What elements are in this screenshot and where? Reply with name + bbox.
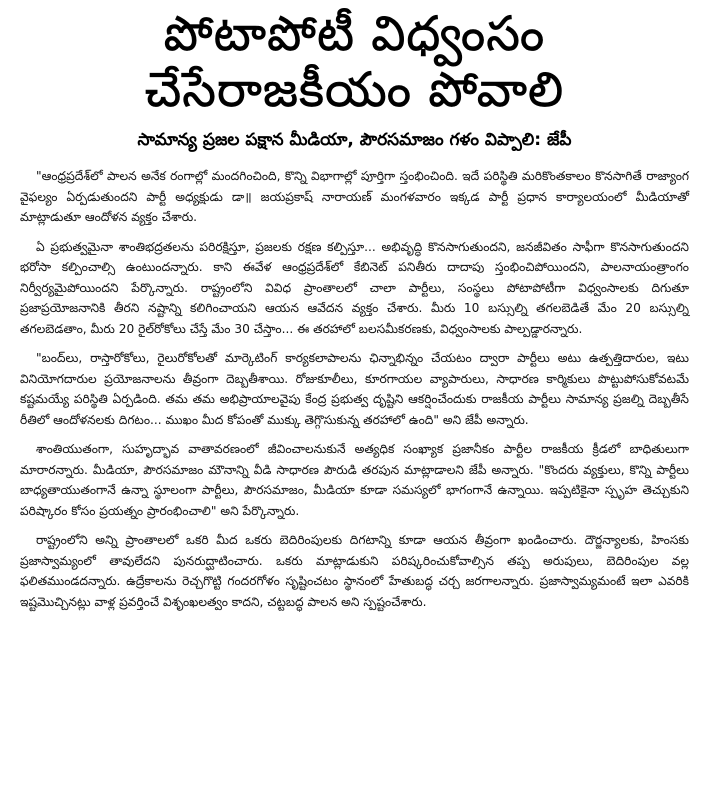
article-body: [20, 166, 689, 612]
headline-line-1: పోటాపోటీ విధ్వంసం: [163, 6, 546, 62]
headline-line-2: చేసేరాజకీయం పోవాలి: [144, 62, 565, 118]
article-paragraph-5: రాష్ట్రంలోని అన్ని ప్రాంతాలలో ఒకరి మీద ఒకరు బెదిరింపులకు దిగటాన్ని కూడా ఆయన తీవ్రంగా ఖండించారు. దౌర్జన్యాలకు, హింసకు ప్రజాస్వామ్యంలో తావులేదని పునరుద్ఘాటించారు. ఒకరు మాట్లాడుకుని పరిష్కరించుకోవాల్సిన తప్ప అరుపులు, బెదిరింపుల వల్ల ఫలితముండదన్నారు. ఉద్రేకాలను రెచ్చగొట్టి గందరగోళం సృష్టించటం స్థానంలో హేతుబద్ధ చర్చ జరగాలన్నారు. ప్రజాస్వామ్యమంటే ఇలా ఎవరికి ఇష్టమొచ్చినట్లు వాళ్ల ప్రవర్తించే విశృంఖలత్వం కాదని, చట్టబద్ధ పాలన అని స్పష్టంచేశారు.: [20, 533, 689, 609]
article-paragraph-4: శాంతియుతంగా, సుహృద్భావ వాతావరణంలో జీవించాలనుకునే అత్యధిక సంఖ్యాక ప్రజానీకం పార్టీల రాజకీయ క్రీడలో బాధితులుగా మారారన్నారు. మీడియా, పౌరసమాజం మౌనాన్ని వీడి సాధారణ పౌరుడి తరపున మాట్లాడాలని జేపీ అన్నారు. "కొందరు వ్యక్తులు, కొన్ని పార్టీలు బాధ్యతాయుతంగానే ఉన్నా స్థూలంగా పార్టీలు, పౌరసమాజం, మీడియా కూడా సమస్యలో భాగంగానే ఉన్నాయి. ఇప్పటికైనా స్పృహ తెచ్చుకుని పరిష్కారం కోసం ప్రయత్నం ప్రారంభించాలి" అని పేర్కొన్నారు.: [20, 442, 689, 518]
subheadline: సామాన్య ప్రజల పక్షాన మీడియా, పౌరసమాజం గళం విప్పాలి: జేపీ: [137, 130, 572, 150]
article-paragraph-3: "బంద్‌లు, రాస్తారోకోలు, రైలురోకోలతో మార్కెటింగ్ కార్యకలాపాలను ఛిన్నాభిన్నం చేయటం ద్వారా పార్టీలు అటు ఉత్పత్తిదారుల, ఇటు వినియోగదారుల ప్రయోజనాలను తీవ్రంగా దెబ్బతీశాయి. రోజుకూలీలు, కూరగాయల వ్యాపారులు, సాధారణ కార్మికులు పొట్టుపోసుకోవటమే కష్టమయ్యే పరిస్థితి ఏర్పడింది. తమ తమ అభిప్రాయాలవైపు కేంద్ర ప్రభుత్వ దృష్టిని ఆకర్షించేందుకు రాజకీయ పార్టీలు సామాన్య ప్రజల్ని దెబ్బతీసే రీతిలో ఆందోళనలకు దిగటం... ముఖం మీద కోపంతో ముక్కు తెగ్గొసుకున్న తరహాలో ఉంది" అని జేపీ అన్నారు.: [20, 351, 689, 427]
headline: [20, 6, 689, 118]
article-paragraph-1: "ఆంధ్రప్రదేశ్‌లో పాలన అనేక రంగాల్లో మందగించింది, కొన్ని విభాగాల్లో పూర్తిగా స్తంభించింది. ఇదే పరిస్థితి మరికొంతకాలం కొనసాగితే రాజ్యాంగ వైఫల్యం ఏర్పడుతుందని పార్టీ అధ్యక్షుడు డా॥ జయప్రకాష్ నారాయణ్ మంగళవారం ఇక్కడ పార్టీ ప్రధాన కార్యాలయంలో మీడియాతో మాట్లాడుతూ ఆందోళన వ్యక్తం చేశారు.: [20, 169, 689, 224]
article-paragraph-2: ఏ ప్రభుత్వమైనా శాంతిభద్రతలను పరిరక్షిస్తూ, ప్రజలకు రక్షణ కల్పిస్తూ... అభివృద్ధి కొనసాగుతుందని, జనజీవితం సాఫీగా కొనసాగుతుందని భరోసా కల్పించాల్సి ఉంటుందన్నారు. కాని ఈవేళ ఆంధ్రప్రదేశ్‌లో కేబినెట్ పనితీరు దాదాపు స్తంభించిపోయిందని, పాలనాయంత్రాంగం నిర్వీర్యమైపోయిందని పేర్కొన్నారు. రాష్ట్రంలోని వివిధ ప్రాంతాలలో చాలా పార్టీలు, సంస్థలు పోటాపోటీగా విధ్వంసాలకు దిగుతూ ప్రజాప్రయోజనానికి తీరని నష్టాన్ని కలిగించాయని ఆయన ఆవేదన వ్యక్తం చేశారు. మీరు 10 బస్సుల్ని తగలబెడితే మేం 20 బస్సుల్ని తగలబెడతాం, మీరు 20 రైల్‌రోకోలు చేస్తే మేం 30 చేస్తాం... ఈ తరహాలో బలసమీకరణకు, విధ్వంసాలకు పాల్పడ్డారన్నారు.: [20, 239, 689, 336]
